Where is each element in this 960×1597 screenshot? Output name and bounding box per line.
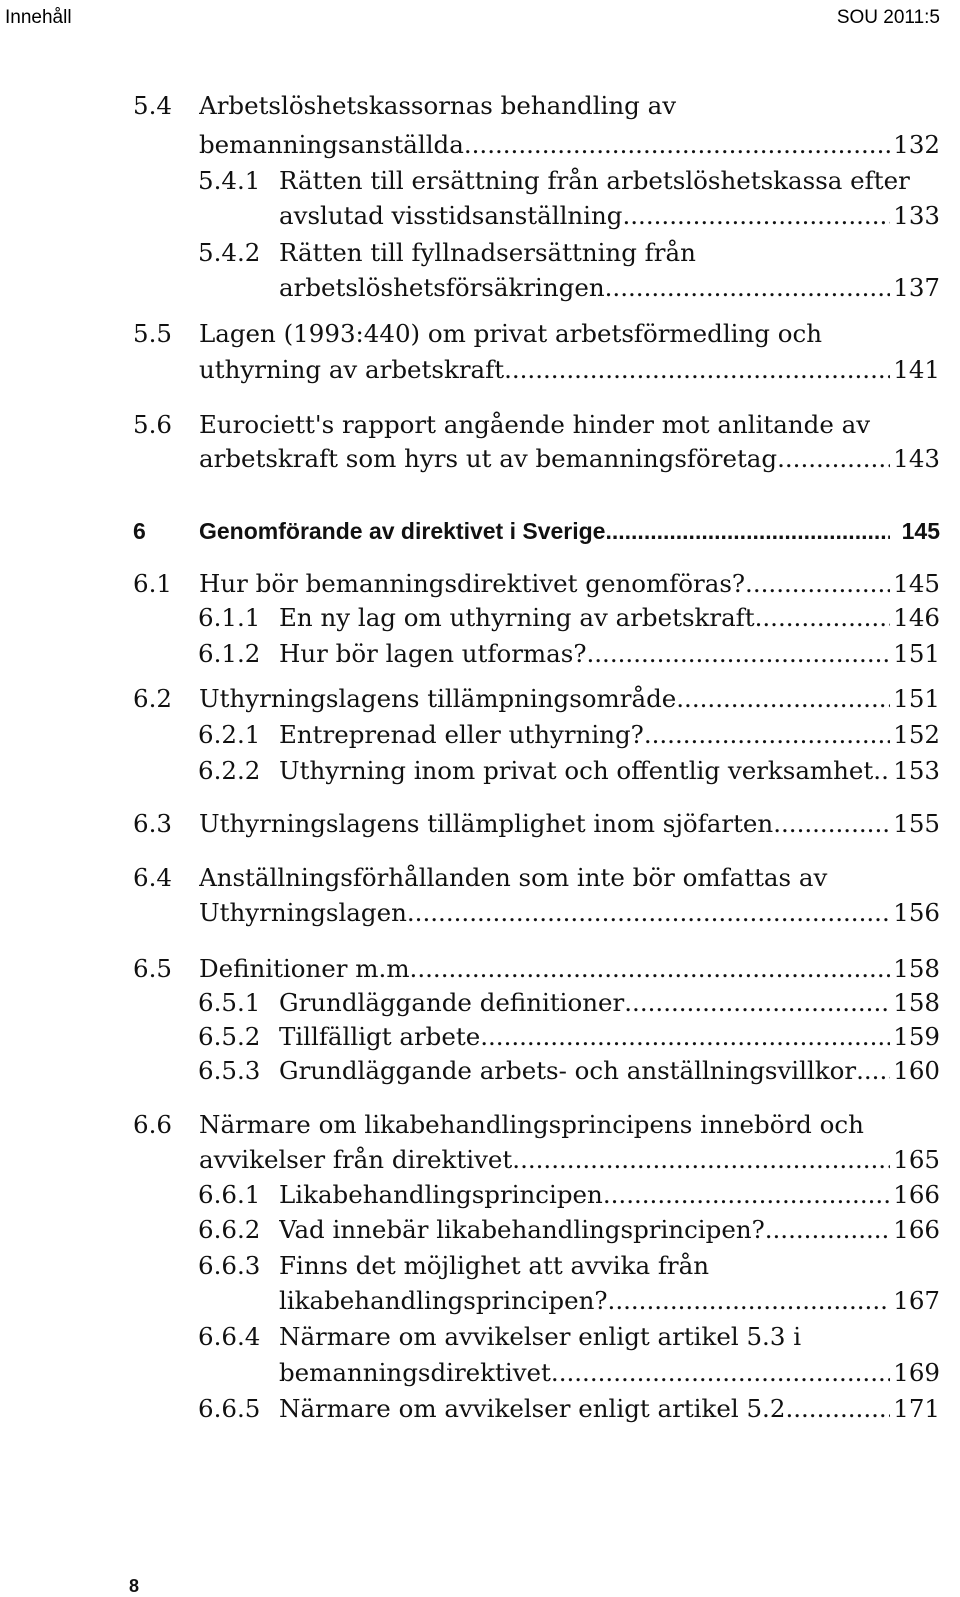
toc-entry[interactable] (0, 1177, 960, 1213)
toc-entry-number: 6.1 (133, 569, 172, 598)
toc-entry[interactable] (0, 895, 960, 931)
toc-entry-title: Närmare om avvikelser enligt artikel 5.2 (279, 1394, 786, 1423)
dot-leader (417, 951, 890, 987)
toc-entry-page: 152 (893, 720, 940, 749)
dot-leader (622, 198, 890, 234)
toc-entry-title: Närmare om likabehandlingsprincipens innebörd och (199, 1110, 864, 1139)
toc-entry-title: avslutad visstidsanställning (279, 201, 623, 230)
toc-entry-title: bemanningsanställda (199, 130, 464, 159)
dot-leader (676, 681, 890, 717)
toc-entry[interactable] (0, 198, 960, 234)
toc-entry-page: 156 (893, 898, 940, 927)
toc-entry[interactable] (0, 316, 960, 352)
toc-entry[interactable] (0, 806, 960, 842)
toc-entry-number: 6.5.3 (198, 1056, 261, 1085)
toc-entry[interactable] (0, 352, 960, 388)
toc-entry-page: 160 (893, 1056, 940, 1085)
toc-entry-page: 137 (893, 273, 940, 302)
toc-entry-page: 133 (893, 201, 940, 230)
toc-entry-title: En ny lag om uthyrning av arbetskraft (279, 603, 755, 632)
toc-entry-title: Arbetslöshetskassornas behandling av (199, 91, 677, 120)
toc-entry-title: Entreprenad eller uthyrning? (279, 720, 644, 749)
dot-leader (856, 1053, 890, 1089)
toc-entry-title: Grundläggande definitioner (279, 988, 625, 1017)
toc-entry-page: 171 (893, 1394, 940, 1423)
dot-leader (512, 1142, 890, 1178)
toc-entry-title: Genomförande av direktivet i Sverige (199, 518, 606, 544)
dot-leader (873, 753, 890, 789)
toc-entry-title: likabehandlingsprincipen? (279, 1286, 608, 1315)
toc-entry-number: 5.6 (133, 410, 172, 439)
toc-entry-number: 6.6.3 (198, 1251, 261, 1280)
toc-entry-page: 145 (901, 518, 940, 544)
toc-entry-number: 6.6.2 (198, 1215, 261, 1244)
toc-entry-page: 132 (893, 130, 940, 159)
dot-leader (603, 1177, 890, 1213)
dot-leader (777, 441, 890, 477)
toc-entry-page: 165 (893, 1145, 940, 1174)
toc-entry-number: 6.6.5 (198, 1394, 261, 1423)
toc-entry-number: 6.6.1 (198, 1180, 261, 1209)
toc-entry-title: Närmare om avvikelser enligt artikel 5.3 i (279, 1322, 802, 1351)
toc-entry-page: 151 (893, 684, 940, 713)
toc-entry[interactable] (0, 235, 960, 271)
toc-entry[interactable] (0, 1283, 960, 1319)
toc-entry[interactable] (0, 566, 960, 602)
toc-entry-page: 166 (893, 1215, 940, 1244)
toc-entry[interactable] (0, 860, 960, 896)
header-document-id: SOU 2011:5 (836, 7, 940, 28)
toc-entry[interactable] (0, 951, 960, 987)
toc-entry[interactable] (0, 88, 960, 124)
toc-entry[interactable] (0, 1019, 960, 1055)
dot-leader (551, 1355, 890, 1391)
toc-entry[interactable] (0, 1212, 960, 1248)
toc-entry[interactable] (0, 985, 960, 1021)
toc-entry[interactable] (0, 1142, 960, 1178)
toc-entry-page: 158 (893, 954, 940, 983)
dot-leader (773, 806, 890, 842)
toc-entry-page: 141 (893, 355, 940, 384)
toc-entry-number: 6.5 (133, 954, 172, 983)
toc-entry[interactable] (0, 163, 960, 199)
toc-entry-number: 5.5 (133, 319, 172, 348)
toc-entry-number: 6.1.1 (198, 603, 261, 632)
toc-entry-page: 143 (893, 444, 940, 473)
toc-entry-number: 6.3 (133, 809, 172, 838)
toc-entry[interactable] (0, 513, 960, 549)
toc-entry-title: Eurociett's rapport angående hinder mot anlitande av (199, 410, 871, 439)
toc-entry-title: Uthyrningslagen (199, 898, 407, 927)
toc-entry-page: 153 (893, 756, 940, 785)
toc-entry[interactable] (0, 1355, 960, 1391)
dot-leader (605, 513, 890, 549)
toc-entry-number: 5.4.2 (198, 238, 261, 267)
dot-leader (586, 636, 890, 672)
toc-entry[interactable] (0, 717, 960, 753)
dot-leader (785, 1391, 890, 1427)
toc-entry-page: 166 (893, 1180, 940, 1209)
toc-entry-number: 6.2.2 (198, 756, 261, 785)
toc-entry-title: Likabehandlingsprincipen (279, 1180, 603, 1209)
toc-entry-page: 145 (893, 569, 940, 598)
toc-entry-title: Definitioner m.m. (199, 954, 418, 983)
toc-entry-number: 6.1.2 (198, 639, 261, 668)
page-number: 8 (129, 1576, 140, 1596)
toc-entry-title: arbetskraft som hyrs ut av bemanningsföretag (199, 444, 778, 473)
toc-entry-number: 6.6.4 (198, 1322, 261, 1351)
dot-leader (608, 1283, 890, 1319)
toc-entry-title: Lagen (1993:440) om privat arbetsförmedling och (199, 319, 823, 348)
dot-leader (765, 1212, 890, 1248)
toc-entry[interactable] (0, 1319, 960, 1355)
toc-entry-title: Vad innebär likabehandlingsprincipen? (279, 1215, 765, 1244)
dot-leader (504, 352, 890, 388)
toc-entry-number: 6.2.1 (198, 720, 261, 749)
toc-entry-title: Hur bör bemanningsdirektivet genomföras? (199, 569, 746, 598)
toc-entry-page: 155 (893, 809, 940, 838)
toc-entry-number: 6.5.2 (198, 1022, 261, 1051)
toc-entry[interactable] (0, 270, 960, 306)
toc-entry-number: 5.4 (133, 91, 172, 120)
toc-entry[interactable] (0, 441, 960, 477)
toc-entry[interactable] (0, 1053, 960, 1089)
toc-entry-title: arbetslöshetsförsäkringen (279, 273, 605, 302)
toc-entry-number: 6.4 (133, 863, 172, 892)
dot-leader (464, 127, 890, 163)
toc-entry-title: Rätten till ersättning från arbetslöshetskassa efter (279, 166, 910, 195)
toc-entry-page: 146 (893, 603, 940, 632)
toc-entry-title: Anställningsförhållanden som inte bör omfattas av (199, 863, 828, 892)
dot-leader (605, 270, 890, 306)
toc-entry[interactable] (0, 1107, 960, 1143)
toc-entry[interactable] (0, 600, 960, 636)
toc-entry-title: Finns det möjlighet att avvika från (279, 1251, 710, 1280)
toc-entry-page: 159 (893, 1022, 940, 1051)
dot-leader (480, 1019, 890, 1055)
toc-entry-title: Uthyrningslagens tillämplighet inom sjöfarten (199, 809, 774, 838)
toc-entry-page: 167 (893, 1286, 940, 1315)
toc-entry-title: Uthyrning inom privat och offentlig verksamhet (279, 756, 874, 785)
toc-entry[interactable] (0, 636, 960, 672)
toc-entry-page: 151 (893, 639, 940, 668)
dot-leader (407, 895, 890, 931)
toc-entry-page: 158 (893, 988, 940, 1017)
dot-leader (644, 717, 890, 753)
toc-entry-title: Tillfälligt arbete (279, 1022, 481, 1051)
toc-entry-title: Grundläggande arbets- och anställningsvillkor (279, 1056, 857, 1085)
toc-entry-title: Rätten till fyllnadsersättning från (279, 238, 696, 267)
toc-entry-title: Hur bör lagen utformas? (279, 639, 587, 668)
toc-entry-number: 6.6 (133, 1110, 172, 1139)
dot-leader (745, 566, 890, 602)
dot-leader (755, 600, 890, 636)
toc-entry[interactable] (0, 753, 960, 789)
toc-entry-number: 6.2 (133, 684, 172, 713)
toc-entry-title: Uthyrningslagens tillämpningsområde (199, 684, 677, 713)
toc-entry[interactable] (0, 127, 960, 163)
toc-entry-number: 5.4.1 (198, 166, 261, 195)
toc-entry-number: 6 (133, 518, 146, 544)
toc-entry[interactable] (0, 1248, 960, 1284)
dot-leader (624, 985, 890, 1021)
toc-entry-title: avvikelser från direktivet (199, 1145, 513, 1174)
toc-entry-number: 6.5.1 (198, 988, 261, 1017)
toc-entry-page: 169 (893, 1358, 940, 1387)
toc-entry[interactable] (0, 681, 960, 717)
toc-entry[interactable] (0, 1391, 960, 1427)
toc-entry-title: bemanningsdirektivet (279, 1358, 551, 1387)
toc-entry[interactable] (0, 407, 960, 443)
header-section-title: Innehåll (5, 7, 72, 28)
toc-entry-title: uthyrning av arbetskraft (199, 355, 505, 384)
